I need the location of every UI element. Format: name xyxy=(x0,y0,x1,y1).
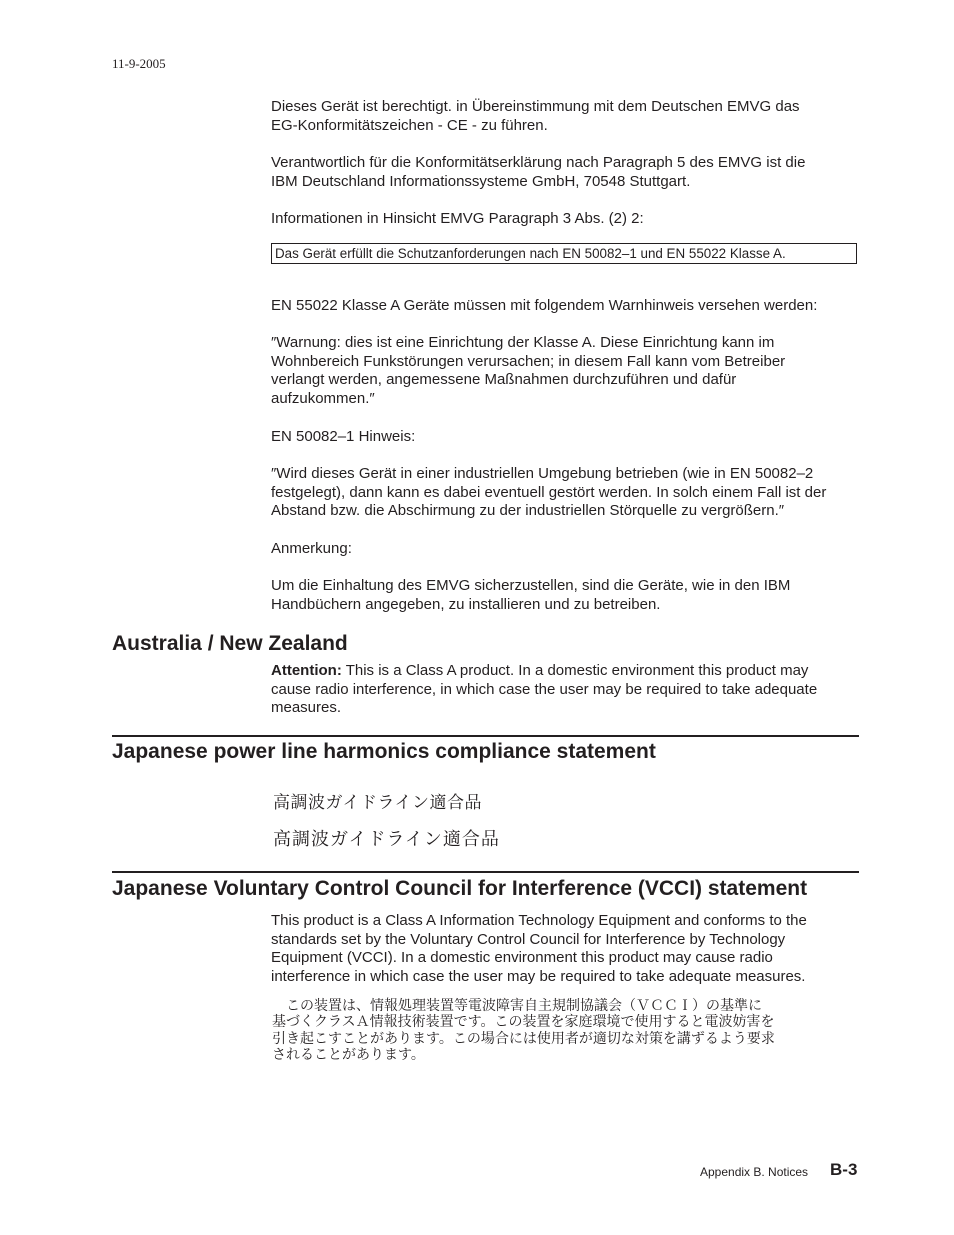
text-line: Equipment (VCCI). In a domestic environment this product may cause radio xyxy=(271,949,773,967)
text-line: Dieses Gerät ist berechtigt. in Übereinstimmung mit dem Deutschen EMVG das xyxy=(271,98,800,115)
german-paragraph-4 xyxy=(271,297,861,316)
german-paragraph-8 xyxy=(271,540,861,559)
vcci-english-paragraph xyxy=(271,912,861,986)
attention-label: Attention: xyxy=(271,662,342,679)
german-notice-paragraph xyxy=(271,465,861,521)
text-line xyxy=(271,662,861,681)
text-line: この装置は、情報処理装置等電波障害自主規制協議会（ＶＣＣＩ）の基準に xyxy=(272,998,762,1014)
text-line: Informationen in Hinsicht EMVG Paragraph 3 Abs. (2) 2: xyxy=(271,210,644,227)
text-line: されることがあります。 xyxy=(272,1047,425,1064)
text-line: aufzukommen.″ xyxy=(271,389,375,407)
german-paragraph-9 xyxy=(271,577,861,614)
attention-text: This is a Class A product. In a domestic environment this product may xyxy=(341,662,809,679)
text-line: festgelegt), dann kann es dabei eventuell gestört werden. In solch einem Fall ist der xyxy=(271,483,827,501)
text-line: cause radio interference, in which case the user may be required to take adequate xyxy=(271,680,818,698)
german-warning-paragraph xyxy=(271,334,861,408)
harmonics-mincho-text: 高調波ガイドライン適合品 xyxy=(273,829,500,850)
text-line: ″Warnung: dies ist eine Einrichtung der Klasse A. Diese Einrichtung kann im xyxy=(271,334,775,351)
text-line: IBM Deutschland Informationssysteme GmbH, 70548 Stuttgart. xyxy=(271,172,691,190)
vcci-japanese-paragraph xyxy=(272,998,852,1064)
text-line: 基づくクラスＡ情報技術装置です。この装置を家庭環境で使用すると電波妨害を xyxy=(272,1014,775,1031)
text-line: verlangt werden, angemessene Maßnahmen durchzuführen und dafür xyxy=(271,371,737,389)
text-line: EG-Konformitätszeichen - CE - zu führen. xyxy=(271,116,548,134)
german-paragraph-2 xyxy=(271,154,861,191)
text-line: This product is a Class A Information Technology Equipment and conforms to the xyxy=(271,912,807,929)
text-line: Um die Einhaltung des EMVG sicherzustellen, sind die Geräte, wie in den IBM xyxy=(271,577,791,594)
text-line: Handbüchern angegeben, zu installieren und zu betreiben. xyxy=(271,595,661,613)
german-paragraph-1 xyxy=(271,98,861,135)
section-heading-harmonics: Japanese power line harmonics compliance statement xyxy=(112,740,656,763)
text-line: standards set by the Voluntary Control Council for Interference by Technology xyxy=(271,930,786,948)
text-line: Wohnbereich Funkstörungen verursachen; in diesem Fall kann vom Betreiber xyxy=(271,352,786,370)
german-paragraph-3 xyxy=(271,210,861,229)
text-line: ″Wird dieses Gerät in einer industriellen Umgebung betrieben (wie in EN 50082–2 xyxy=(271,465,814,482)
section-rule xyxy=(112,735,859,737)
text-line: Abstand bzw. die Abschirmung zu der industriellen Störquelle zu vergrößern.″ xyxy=(271,502,785,520)
page-number: B-3 xyxy=(830,1160,858,1179)
header-date: 11-9-2005 xyxy=(112,56,166,71)
section-rule xyxy=(112,871,859,873)
german-paragraph-6 xyxy=(271,428,861,447)
text-line: interference in which case the user may be required to take adequate measures. xyxy=(271,967,806,985)
section-heading-australia: Australia / New Zealand xyxy=(112,632,348,655)
australia-attention-paragraph xyxy=(271,662,861,718)
text-line: Verantwortlich für die Konformitätserklärung nach Paragraph 5 des EMVG ist die xyxy=(271,154,806,171)
text-line: Anmerkung: xyxy=(271,540,352,557)
footer-label: Appendix B. Notices xyxy=(700,1165,809,1179)
text-line: EN 55022 Klasse A Geräte müssen mit folgendem Warnhinweis versehen werden: xyxy=(271,297,818,314)
harmonics-gothic-text: 高調波ガイドライン適合品 xyxy=(273,793,482,813)
text-line: measures. xyxy=(271,699,342,717)
emvg-boxed-statement: Das Gerät erfüllt die Schutzanforderungen nach EN 50082–1 und EN 55022 Klasse A. xyxy=(271,243,857,264)
text-line: EN 50082–1 Hinweis: xyxy=(271,428,416,445)
text-line: 引き起こすことがあります。この場合には使用者が適切な対策を講ずるよう要求 xyxy=(272,1030,775,1047)
section-heading-vcci: Japanese Voluntary Control Council for Interference (VCCI) statement xyxy=(112,877,808,900)
